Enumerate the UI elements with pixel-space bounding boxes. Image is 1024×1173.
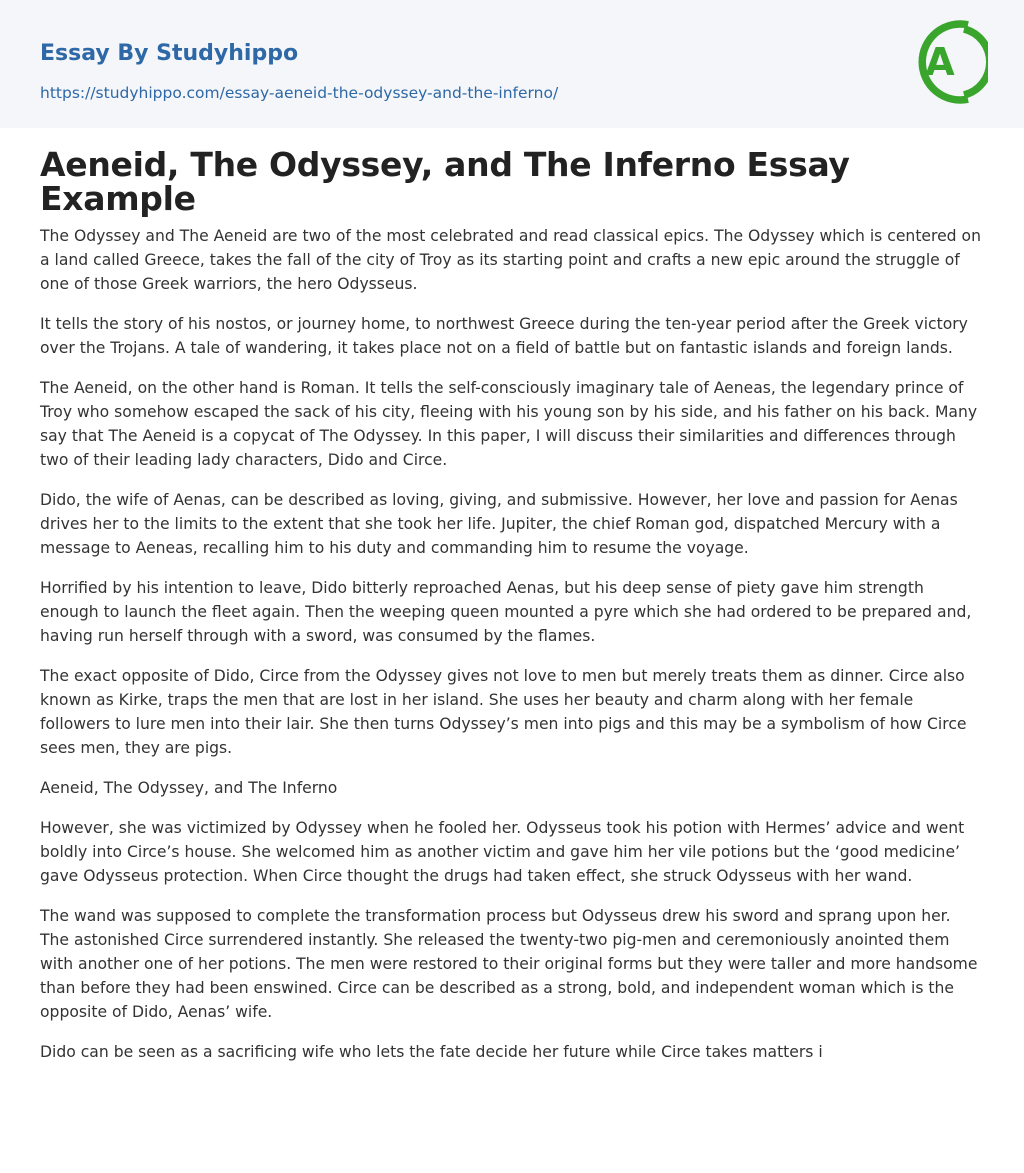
paragraph-truncated: Dido can be seen as a sacrificing wife who lets the fate decide her future while Circe takes matters i: [40, 1043, 823, 1061]
paragraph: The Aeneid, on the other hand is Roman. It tells the self-consciously imaginary tale of Aeneas, the legendary prince of Troy who somehow escaped the sack of his city, fleeing with his young son by his side, and his father on his back. Many say that The Aeneid is a copycat of The Odyssey. In this paper, I will discuss their similarities and differences through two of their leading lady characters, Dido and Circe.: [40, 379, 978, 469]
site-brand[interactable]: Essay By Studyhippo: [40, 41, 299, 66]
paragraph: Dido, the wife of Aenas, can be described as loving, giving, and submissive. However, her love and passion for Aenas drives her to the limits to the extent that she took her life. Jupiter, the chief Roman god, dispatched Mercury with a message to Aeneas, recalling him to his duty and commanding him to resume the voyage.: [40, 491, 958, 557]
logo-letter: A: [925, 40, 955, 84]
source-url-link[interactable]: https://studyhippo.com/essay-aeneid-the-odyssey-and-the-inferno/: [40, 84, 559, 102]
site-header: [0, 0, 1024, 128]
page-title: Aeneid, The Odyssey, and The Inferno Essay Example: [40, 145, 850, 218]
paragraph: The Odyssey and The Aeneid are two of the most celebrated and read classical epics. The Odyssey which is centered on a land called Greece, takes the fall of the city of Troy as its starting point and crafts a new epic around the struggle of one of those Greek warriors, the hero Odysseus.: [40, 227, 981, 293]
paragraph: It tells the story of his nostos, or journey home, to northwest Greece during the ten-year period after the Greek victory over the Trojans. A tale of wandering, it takes place not on a field of battle but on fantastic islands and foreign lands.: [40, 315, 968, 357]
paragraph: However, she was victimized by Odyssey when he fooled her. Odysseus took his potion with Hermes’ advice and went boldly into Circe’s house. She welcomed him as another victim and gave him her vile potions but the ‘good medicine’ gave Odysseus protection. When Circe thought the drugs had taken effect, she struck Odysseus with her wand.: [40, 819, 965, 885]
subheading: Aeneid, The Odyssey, and The Inferno: [40, 779, 338, 797]
paragraph: The wand was supposed to complete the transformation process but Odysseus drew his sword and sprang upon her. The astonished Circe surrendered instantly. She released the twenty-two pig-men and ceremoniously anointed them with another one of her potions. The men were restored to their original forms but they were taller and more handsome than before they had been enswined. Circe can be described as a strong, bold, and independent woman which is the opposite of Dido, Aenas’ wife.: [40, 907, 978, 1021]
studyhippo-a-logo-icon[interactable]: [912, 18, 988, 106]
article: [40, 145, 984, 1064]
paragraph: The exact opposite of Dido, Circe from the Odyssey gives not love to men but merely treats them as dinner. Circe also known as Kirke, traps the men that are lost in her island. She uses her beauty and charm along with her female followers to lure men into their lair. She then turns Odyssey’s men into pigs and this may be a symbolism of how Circe sees men, they are pigs.: [40, 667, 967, 757]
paragraph: Horrified by his intention to leave, Dido bitterly reproached Aenas, but his deep sense of piety gave him strength enough to launch the fleet again. Then the weeping queen mounted a pyre which she had ordered to be prepared and, having run herself through with a sword, was consumed by the flames.: [40, 579, 972, 645]
